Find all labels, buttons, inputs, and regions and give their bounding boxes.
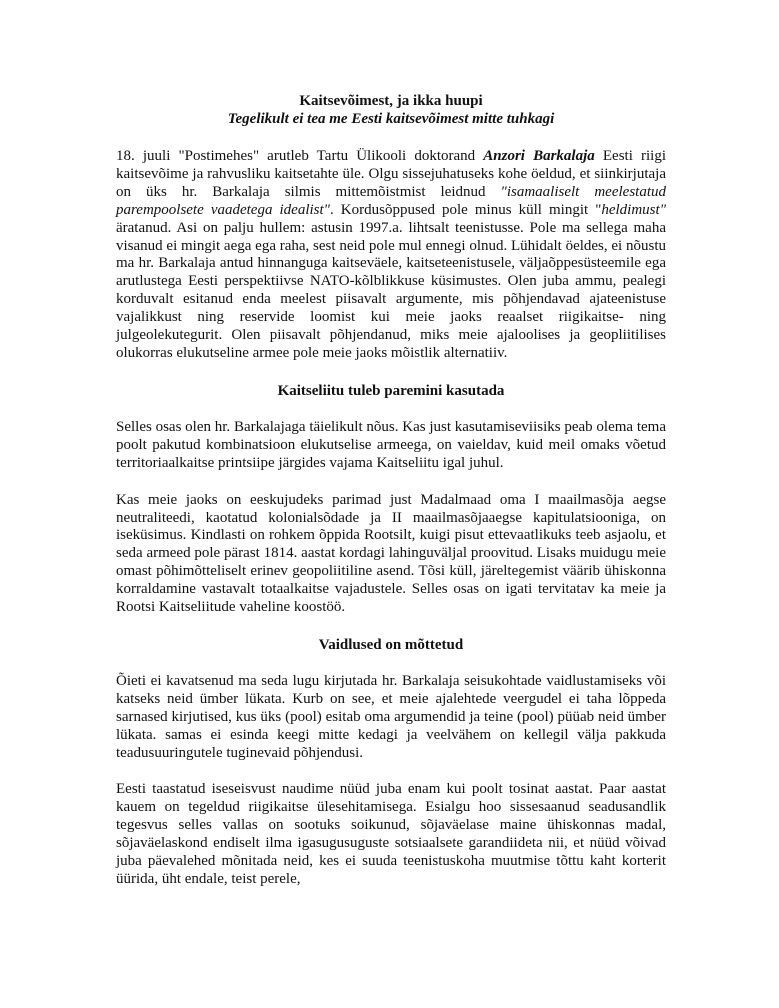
section-heading-vaidlused: Vaidlused on mõttetud xyxy=(318,636,464,653)
document-page xyxy=(116,92,666,908)
paragraph-vaidlused-1: Õieti ei kavatsenud ma seda lugu kirjutada hr. Barkalaja seisukohtade vaidlustamiseks või katseks neid ümber lükata. Kurb on see, et meie ajalehtede veergudel ei taha lõppeda sarnased kirjutised, kus üks (pool) esitab oma argumendid ja teine (pool) püüab neid ümber lükata. samas ei esinda keegi mitte kedagi ja veelvähem on kellegil välja pakkuda teadusuuringutele tuginevaid põhjendusi. xyxy=(116,672,666,761)
intro-text-c: . Kordusõppused pole minus küll mingit " xyxy=(329,201,602,218)
intro-quote-1: "isamaaliselt meelestatud parempoolsete vaadetega idealist" xyxy=(116,183,666,218)
paragraph-kaitseliit-2: Kas meie jaoks on eeskujudeks parimad just Madalmaad oma I maailmasõja aegse neutraliteedi, kaotatud kolonialsõdade ja II maailmasõjaaegse kapitulatsiooniga, on iseküsimus. Kindlasti on rohkem õppida Rootsilt, kuigi pisut ettevaatlikuks teeb asjaolu, et seda armeed pole pärast 1814. aastat kordagi lahinguväljal proovitud. Lisaks muidugu meie omast põhimõtteliselt erinev geopoliitiline asend. Tõsi küll, järeltegemist väärib ühiskonna korraldamine vastavalt totaalkaitse vajadustele. Selles osas on igati tervitatav ka meie ja Rootsi Kaitseliitude vaheline koostöö. xyxy=(116,491,666,616)
intro-text-a: 18. juuli "Postimehes" arutleb Tartu Ülikooli doktorand xyxy=(116,148,484,164)
intro-text-b: Eesti riigi kaitsevõime ja rahvusliku kaitsetahte üle. Olgu sissejuhatuseks kohe öeldud, et siinkirjutaja on üks hr. Barkalaja silmis mittemõistmist leidnud xyxy=(116,148,666,200)
paragraph-vaidlused-2: Eesti taastatud iseseisvust naudime nüüd juba enam kui poolt tosinat aastat. Paar aastat kauem on tegeldud riigikaitse ülesehitamisega. Esialgu hoo sissesaanud seadusandlik tegesvus selles vallas on sootuks soikunud, sõjaväelase maine ühiskonnas madal, sõjaväelaskond endiselt ilma igasugusuguste sotsiaalsete garandiideta nii, et nüüd võivad juba päevalehed mõnitada neid, kes ei suuda teenistuskoha muutmise tõttu kaht korterit üürida, üht endale, teist perele, xyxy=(116,781,666,887)
section-heading-kaitseliit: Kaitseliitu tuleb paremini kasutada xyxy=(277,382,505,399)
author-name: Anzori Barkalaja xyxy=(483,148,595,164)
intro-quote-2: heldimust" xyxy=(601,201,666,218)
paragraph-intro xyxy=(116,148,666,363)
document-subtitle: Tegelikult ei tea me Eesti kaitsevõimest mitte tuhkagi xyxy=(227,111,555,127)
paragraph-kaitseliit-1: Selles osas olen hr. Barkalajaga täielikult nõus. Kas just kasutamiseviisiks peab olema tema poolt pakutud kombinatsioon elukutselise armeega, on vaieldav, kuid meil omaks võetud territoriaalkaitse printsiipe järgides vajama Kaitseliitu igal juhul. xyxy=(116,418,666,471)
intro-text-d: äratanud. Asi on palju hullem: astusin 1997.a. lihtsalt teenistusse. Pole ma sellega maha visanud ei mingit aega ega raha, sest neid pole mul ennegi olnud. Lühidalt öeldes, ei nõustu ma hr. Barkalaja antud hinnanguga kaitseväele, kaitseteenistusele, väljaõppesüsteemile ega arutlustega Eesti perspektiivse NATO-kõlblikkuse küsimustes. Olen juba ammu, pealegi korduvalt esitanud enda meelest piisavalt argumente, mis põhjendavad ajateenistuse vajalikkust ning reservide loomist kui meie jaoks reaalset riigikaitse- ning julgeolekutegurit. Olen piisavalt põhjendanud, miks meie ajaloolises ja geopliitilises olukorras elukutseline armee pole meie jaoks mõistlik alternatiiv. xyxy=(116,219,666,361)
document-title: Kaitsevõimest, ja ikka huupi xyxy=(299,93,483,109)
